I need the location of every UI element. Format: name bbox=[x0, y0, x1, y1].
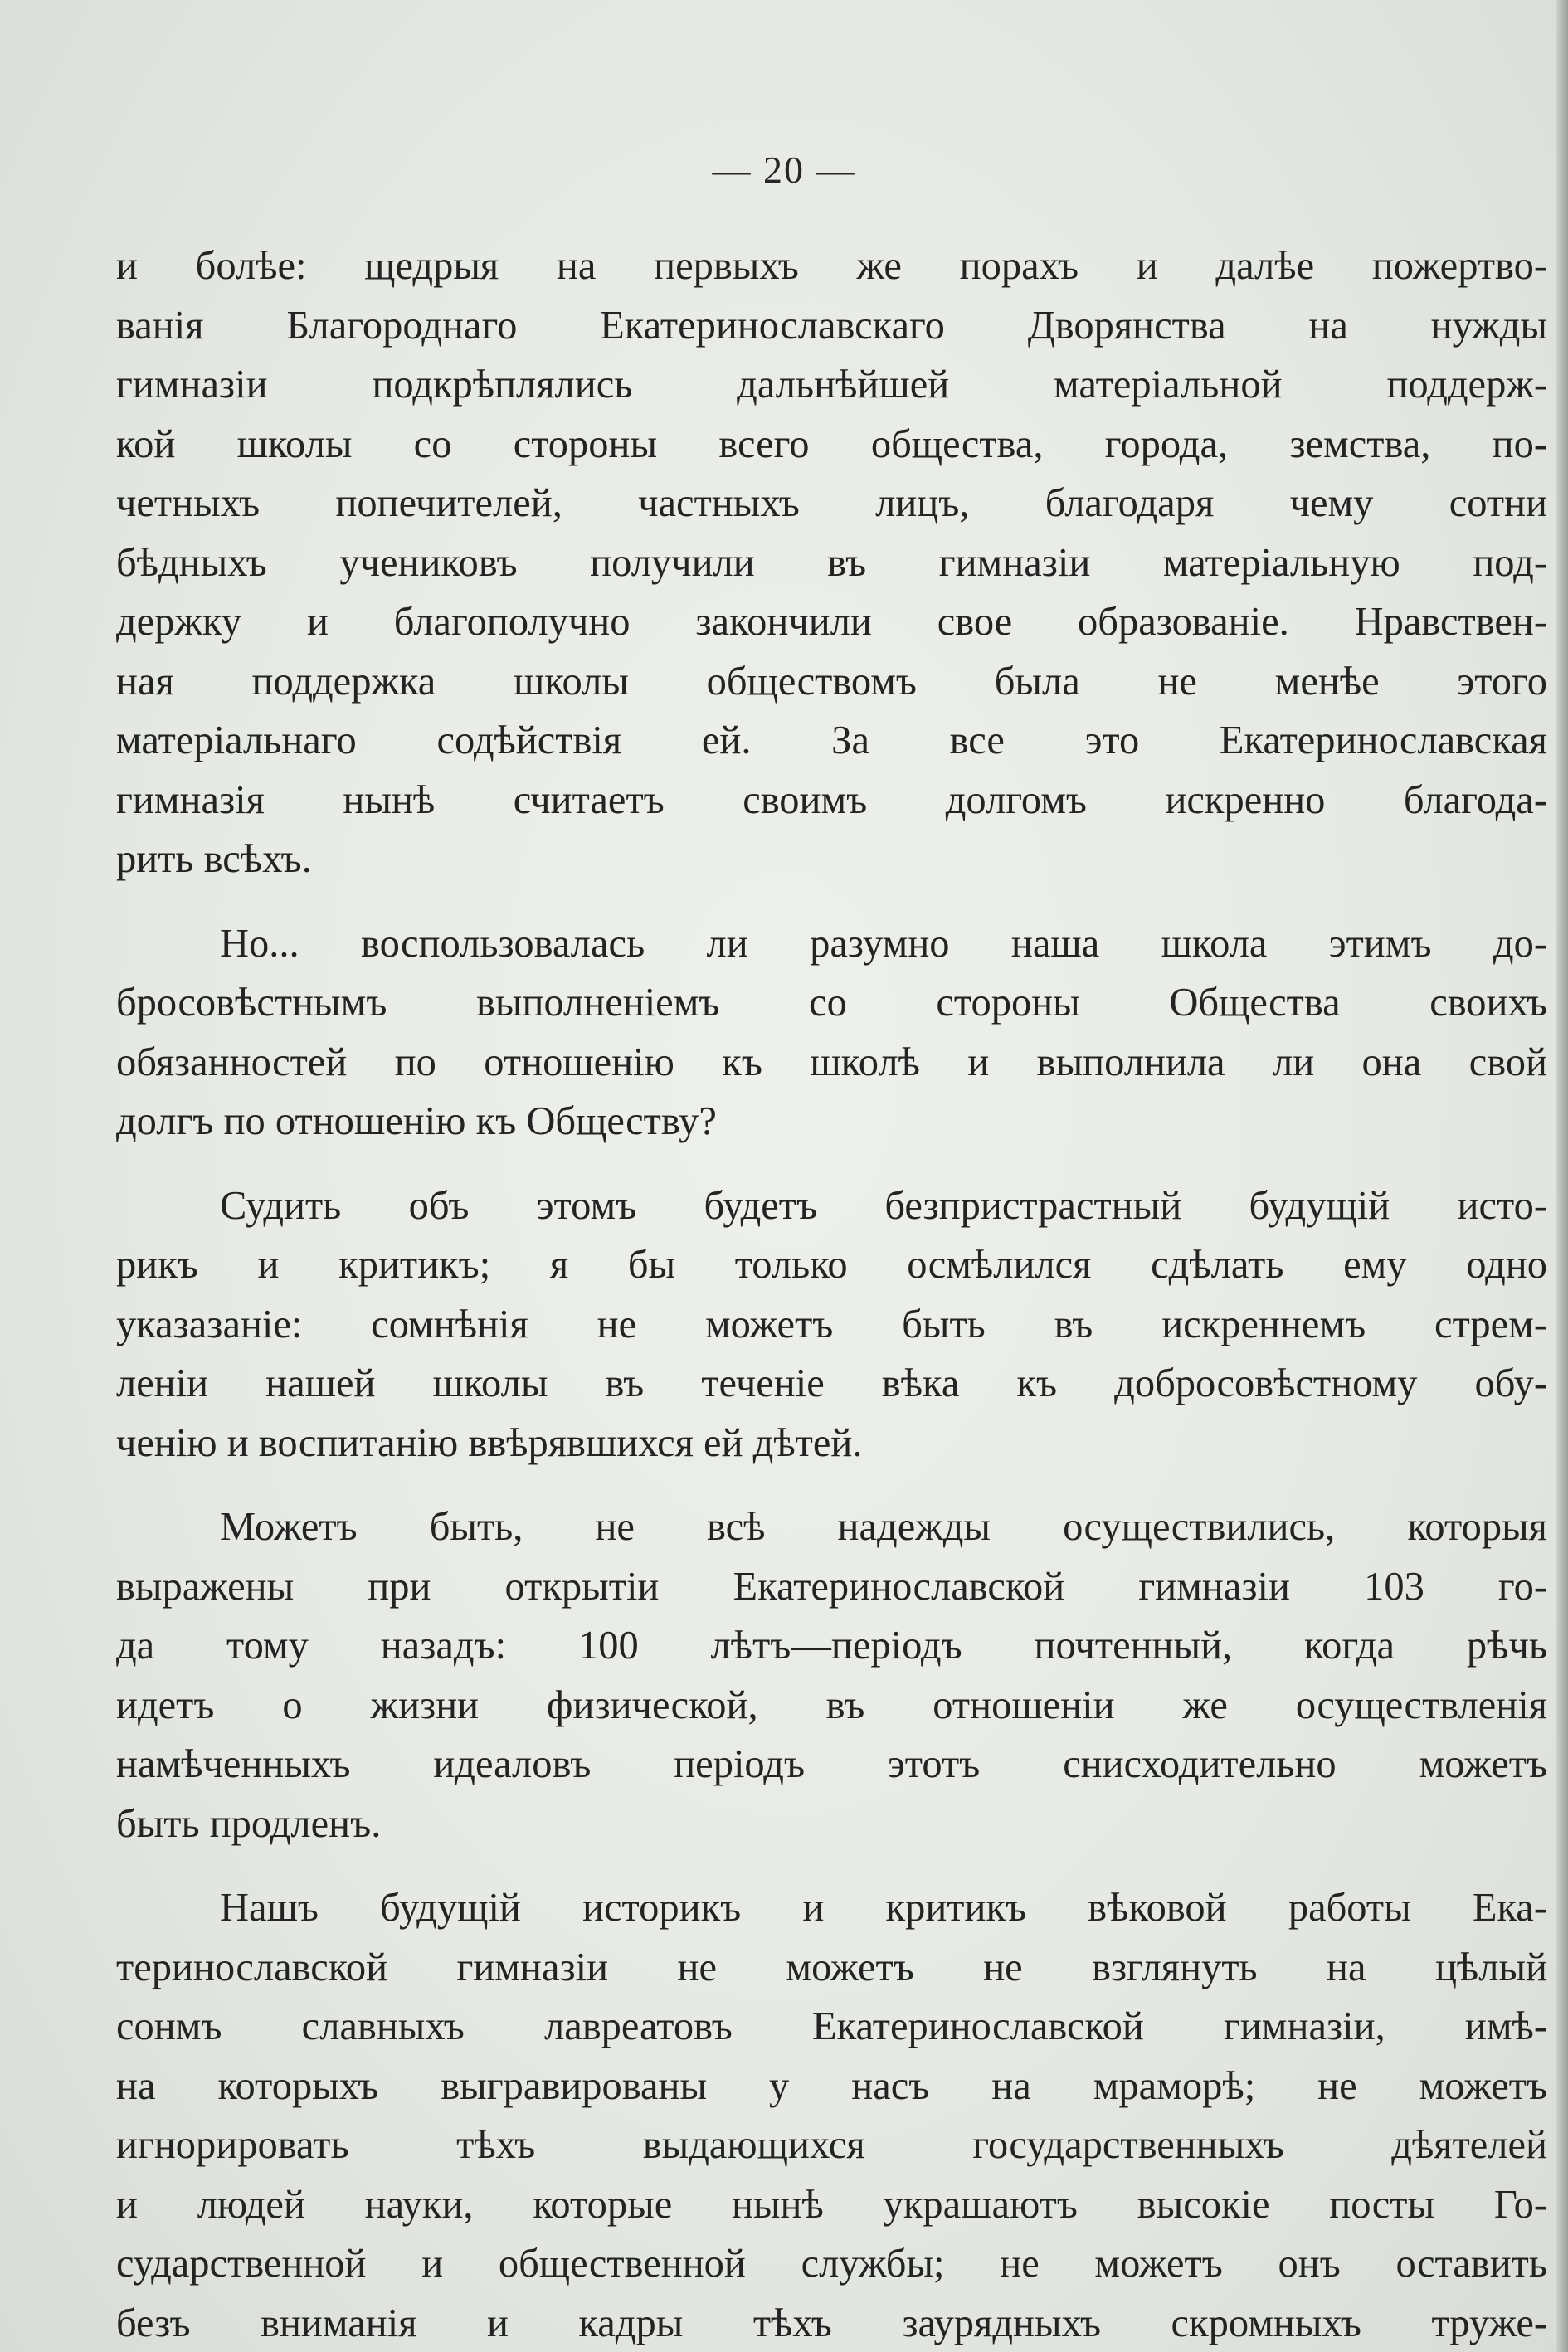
text-line: кой школы со стороны всего общества, города, земства, по- bbox=[116, 421, 1547, 466]
text-line: теринославской гимназіи не можетъ не взглянуть на цѣлый bbox=[116, 1945, 1547, 1989]
text-line: леніи нашей школы въ теченіе вѣка къ добросовѣстному обу- bbox=[116, 1361, 1547, 1405]
text-line: рикъ и критикъ; я бы только осмѣлился сдѣлать ему одно bbox=[116, 1243, 1547, 1287]
text-line: намѣченныхъ идеаловъ періодъ этотъ снисходительно можетъ bbox=[116, 1742, 1547, 1786]
paragraph-2 bbox=[116, 914, 1547, 1152]
text-line: игнорировать тѣхъ выдающихся государственныхъ дѣятелей bbox=[116, 2123, 1547, 2167]
text-line: четныхъ попечителей, частныхъ лицъ, благодаря чему сотни bbox=[116, 481, 1547, 525]
text-line: быть продленъ. bbox=[116, 1801, 382, 1846]
text-line: и болѣе: щедрыя на первыхъ же порахъ и далѣе пожертво- bbox=[116, 244, 1547, 288]
text-line: гимназіи подкрѣплялись дальнѣйшей матеріальной поддерж- bbox=[116, 363, 1547, 407]
paragraph-1 bbox=[116, 236, 1547, 889]
text-line: Можетъ быть, не всѣ надежды осуществились, которыя bbox=[220, 1505, 1547, 1549]
text-line: сонмъ славныхъ лавреатовъ Екатеринославской гимназіи, имѣ- bbox=[116, 2004, 1547, 2048]
text-line: сударственной и общественной службы; не можетъ онъ оставить bbox=[116, 2242, 1547, 2286]
paragraph-4 bbox=[116, 1497, 1547, 1853]
text-line: ная поддержка школы обществомъ была не менѣе этого bbox=[116, 659, 1547, 704]
text-line: Но... воспользовалась ли разумно наша школа этимъ до- bbox=[220, 921, 1547, 966]
text-line: безъ вниманія и кадры тѣхъ заурядныхъ скромныхъ труже- bbox=[116, 2301, 1547, 2345]
text-line: бросовѣстнымъ выполненіемъ со стороны Общества своихъ bbox=[116, 981, 1547, 1025]
text-line: выражены при открытіи Екатеринославской гимназіи 103 го- bbox=[116, 1564, 1547, 1609]
text-line: да тому назадъ: 100 лѣтъ—періодъ почтенный, когда рѣчь bbox=[116, 1624, 1547, 1668]
page-number: — 20 — bbox=[712, 149, 856, 191]
text-line: рить всѣхъ. bbox=[116, 837, 312, 881]
paragraph-3 bbox=[116, 1176, 1547, 1473]
page-edge-shadow bbox=[1556, 0, 1568, 2352]
text-line: указазаніе: сомнѣнія не можетъ быть въ искреннемъ стрем- bbox=[116, 1302, 1547, 1346]
text-line: матеріальнаго содѣйствія ей. За все это Екатеринославская bbox=[116, 718, 1547, 762]
text-line: держку и благополучно закончили свое образованіе. Нравствен- bbox=[116, 600, 1547, 644]
text-line: ванія Благороднаго Екатеринославскаго Дворянства на нужды bbox=[116, 303, 1547, 348]
text-line: ченію и воспитанію ввѣрявшихся ей дѣтей. bbox=[116, 1420, 863, 1465]
body-text bbox=[116, 236, 1547, 2352]
text-line: Судить объ этомъ будетъ безпристрастный будущій исто- bbox=[220, 1183, 1547, 1228]
text-line: долгъ по отношенію къ Обществу? bbox=[116, 1099, 717, 1143]
text-line: Нашъ будущій историкъ и критикъ вѣковой работы Ека- bbox=[220, 1886, 1547, 1930]
text-line: идетъ о жизни физической, въ отношеніи же осуществленія bbox=[116, 1682, 1547, 1727]
text-line: бѣдныхъ учениковъ получили въ гимназіи матеріальную под- bbox=[116, 540, 1547, 585]
paragraph-5 bbox=[116, 1878, 1547, 2352]
text-line: на которыхъ выгравированы у насъ на мраморѣ; не можетъ bbox=[116, 2063, 1547, 2108]
text-line: и людей науки, которые нынѣ украшаютъ высокіе посты Го- bbox=[116, 2182, 1547, 2227]
text-line: гимназія нынѣ считаетъ своимъ долгомъ искренно благода- bbox=[116, 777, 1547, 822]
text-line: обязанностей по отношенію къ школѣ и выполнила ли она свой bbox=[116, 1040, 1547, 1084]
